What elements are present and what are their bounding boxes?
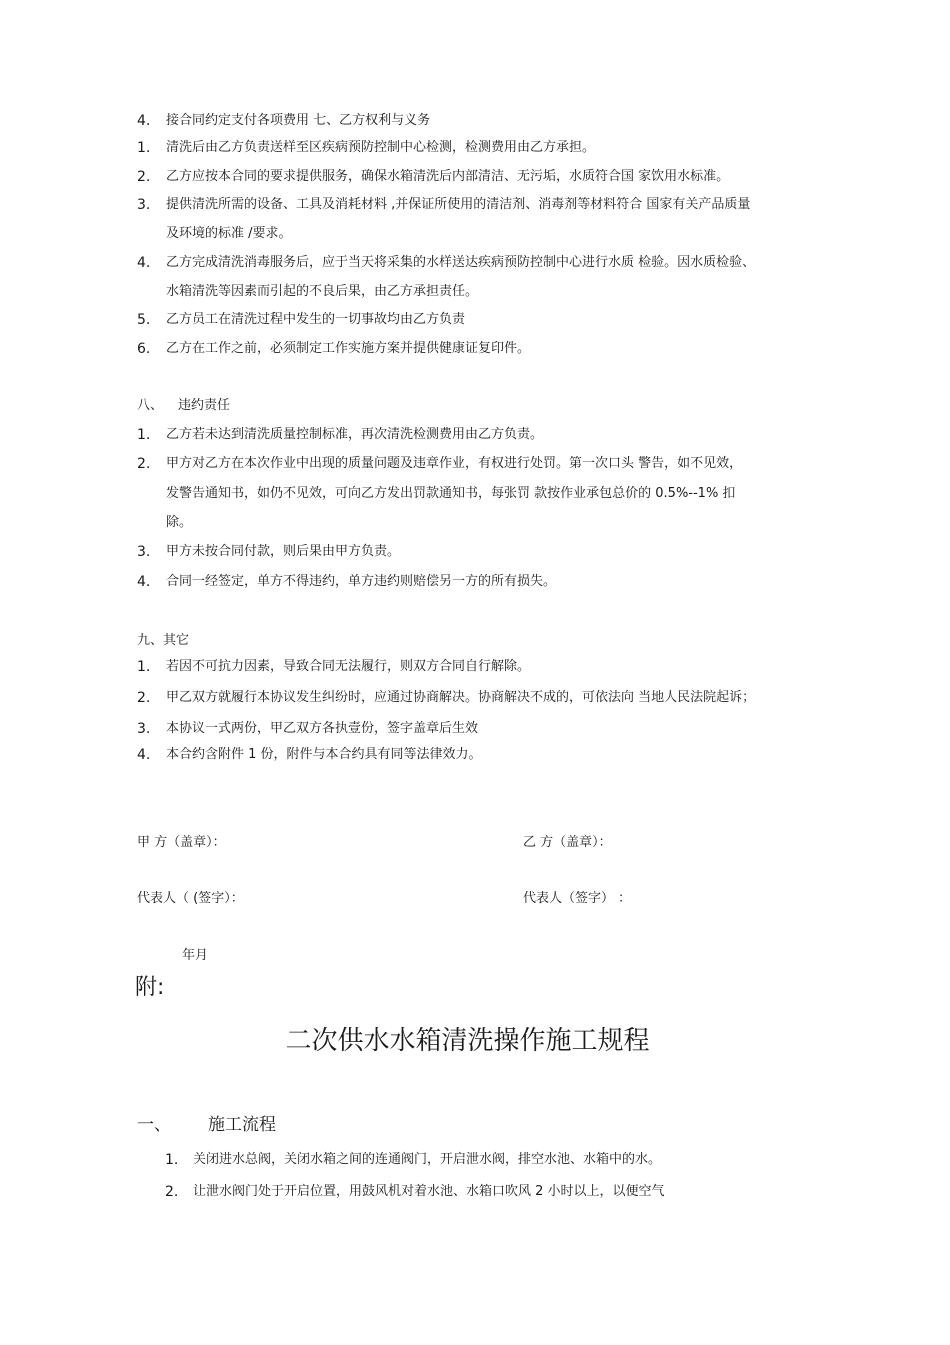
party-b-seal-label: 乙 方（盖章）： [523, 835, 612, 850]
num: 2. [137, 690, 151, 706]
text: 甲乙双方就履行本协议发生纠纷时，应通过协商解决。协商解决不成的，可依法向 当地人民法院起诉； [166, 690, 756, 705]
appendix-section-title: 施工流程 [208, 1115, 276, 1135]
appendix-section-number: 一、 [137, 1115, 171, 1135]
text: 清洗后由乙方负责送样至区疾病预防控制中心检测，检测费用由乙方承担。 [166, 140, 596, 155]
num: 3. [137, 197, 151, 213]
text: 甲方对乙方在本次作业中出现的质量问题及违章作业，有权进行处罚。第一次口头 警告，如不见效， [166, 456, 743, 471]
date-label: 年月 [182, 948, 209, 963]
num: 4. [137, 747, 151, 763]
text: 发警告通知书，如仍不见效，可向乙方发出罚款通知书，每张罚 款按作业承包总价的 0.5%--1% 扣 [166, 486, 736, 501]
text: 乙方若未达到清洗质量控制标准，再次清洗检测费用由乙方负责。 [166, 427, 544, 442]
text: 水箱清洗等因素而引起的不良后果，由乙方承担责任。 [166, 284, 479, 299]
num: 4. [137, 113, 151, 129]
text: 本合约含附件 1 份，附件与本合约具有同等法律效力。 [166, 747, 482, 762]
section-8-number: 八、 [137, 398, 164, 413]
party-a-seal-label: 甲 方（盖章）： [137, 835, 226, 850]
num: 1. [165, 1152, 179, 1168]
num: 3. [137, 721, 151, 737]
text: 及环境的标准 /要求。 [166, 226, 292, 241]
num: 3. [137, 544, 151, 560]
text: 关闭进水总阀，关闭水箱之间的连通阀门，开启泄水阀，排空水池、水箱中的水。 [193, 1152, 662, 1167]
party-a-representative-label: 代表人（ (签字）： [137, 891, 244, 906]
party-b-representative-label: 代表人（签字） ： [523, 891, 632, 906]
num: 2. [137, 456, 151, 472]
num: 2. [165, 1184, 179, 1200]
text: 除。 [166, 515, 193, 530]
text: 接合同约定支付各项费用 七、乙方权利与义务 [166, 113, 431, 128]
text: 让泄水阀门处于开启位置，用鼓风机对着水池、水箱口吹风 2 小时以上，以便空气 [193, 1184, 665, 1199]
text: 本协议一式两份，甲乙双方各执壹份，签字盖章后生效 [166, 721, 479, 736]
text: 合同一经签定，单方不得违约，单方违约则赔偿另一方的所有损失。 [166, 574, 557, 589]
num: 6. [137, 341, 151, 357]
section-9-heading: 九、其它 [137, 633, 190, 648]
appendix-label: 附: [135, 975, 165, 1000]
num: 2. [137, 169, 151, 185]
num: 1. [137, 140, 151, 156]
text: 若因不可抗力因素，导致合同无法履行，则双方合同自行解除。 [166, 659, 531, 674]
num: 5. [137, 312, 151, 328]
appendix-title: 二次供水水箱清洗操作施工规程 [285, 1026, 650, 1056]
text: 乙方应按本合同的要求提供服务，确保水箱清洗后内部清洁、无污垢，水质符合国 家饮用水标准。 [166, 169, 730, 184]
section-8-heading: 违约责任 [178, 398, 231, 413]
text: 乙方在工作之前，必须制定工作实施方案并提供健康证复印件。 [166, 341, 531, 356]
num: 4. [137, 255, 151, 271]
text: 甲方未按合同付款，则后果由甲方负责。 [166, 544, 401, 559]
num: 4. [137, 574, 151, 590]
text: 乙方员工在清洗过程中发生的一切事故均由乙方负责 [166, 312, 466, 327]
text: 乙方完成清洗消毒服务后，应于当天将采集的水样送达疾病预防控制中心进行水质 检验。因水质检验、 [166, 255, 756, 270]
text: 提供清洗所需的设备、工具及消耗材料 ,并保证所使用的清洁剂、消毒剂等材料符合 国家有关产品质量 [166, 197, 751, 212]
num: 1. [137, 659, 151, 675]
num: 1. [137, 427, 151, 443]
